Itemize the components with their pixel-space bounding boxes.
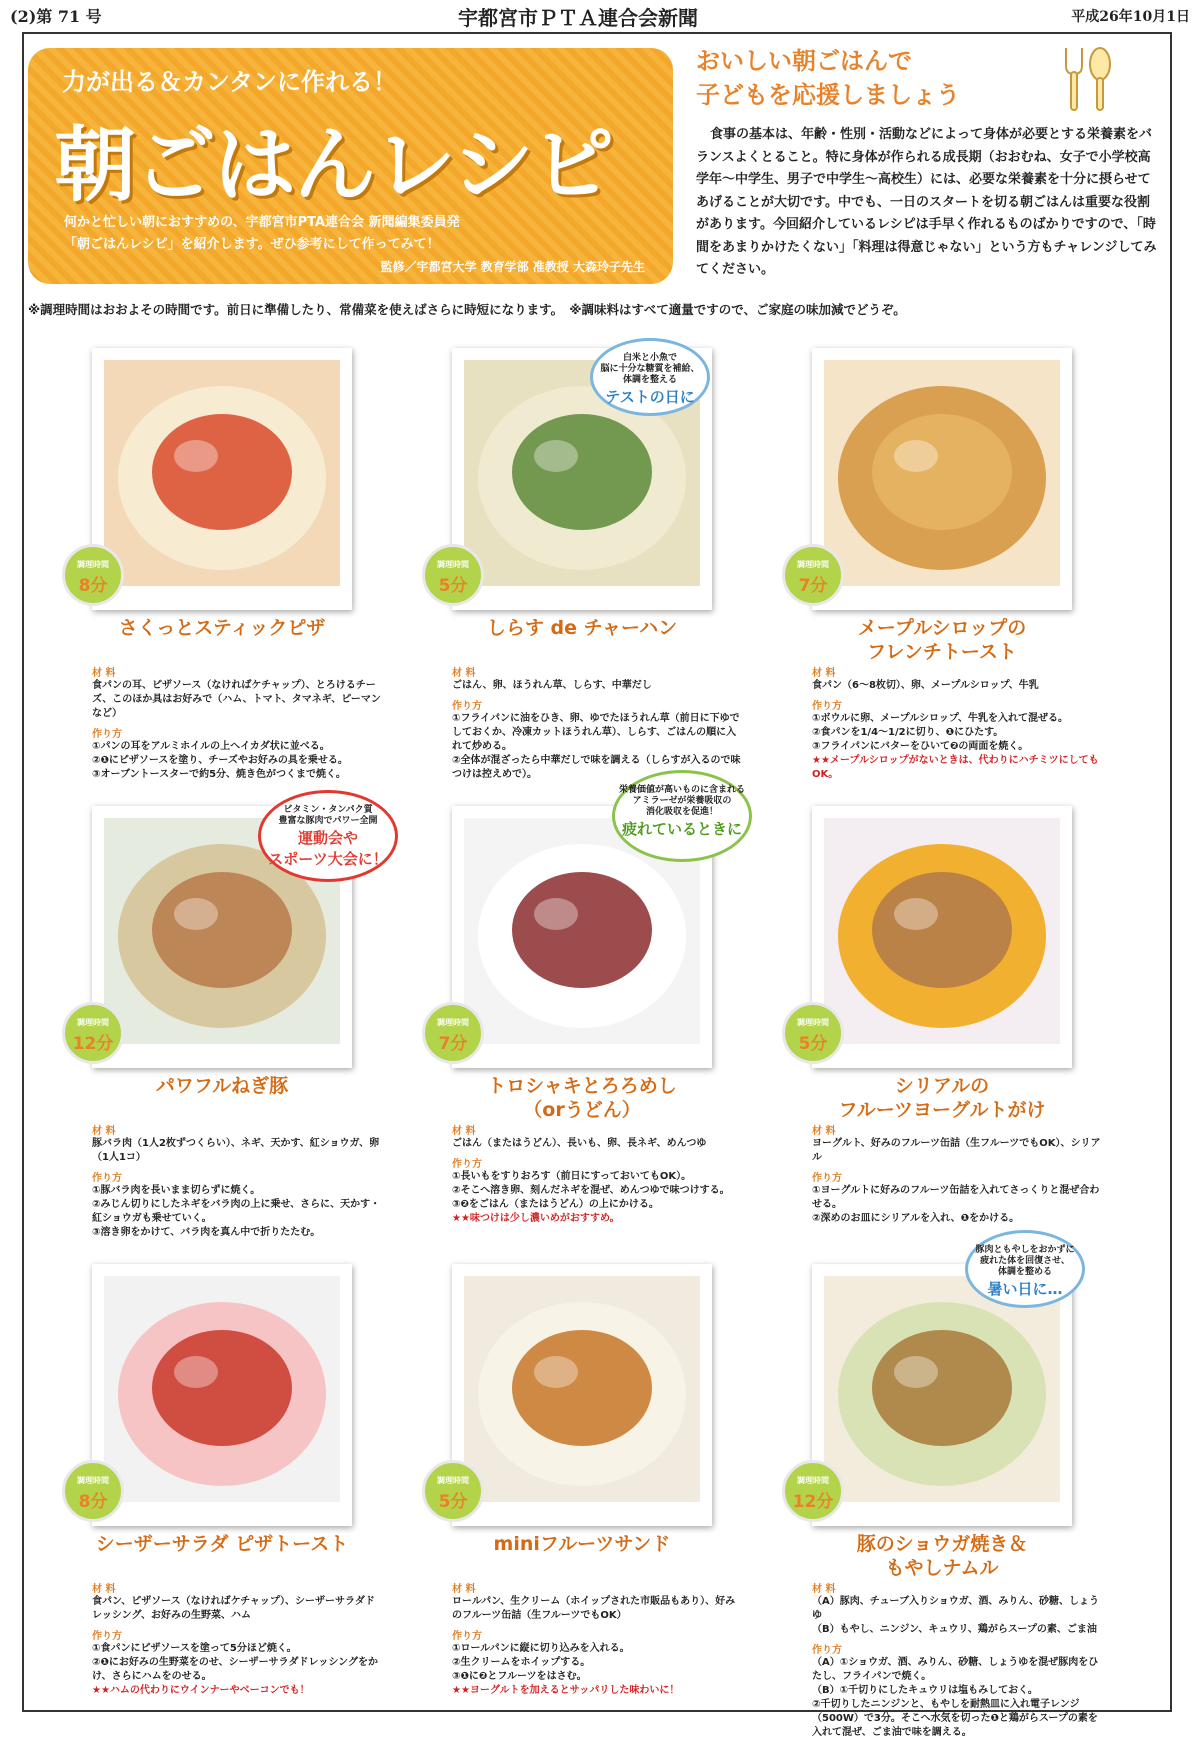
recipe-tip: ★★味つけは少し濃いめがおすすめ。 [452, 1213, 620, 1224]
cooking-time-clock [422, 1002, 484, 1064]
materials-text: ごはん、卵、ほうれん草、しらす、中華だし [452, 680, 652, 691]
recipe-tip: ★★ハムの代わりにウインナーやベーコンでも！ [92, 1685, 310, 1696]
materials-text: 食パン（6〜8枚切）、卵、メープルシロップ、牛乳 [812, 680, 1039, 691]
clock-label: 調理時間 [797, 1476, 829, 1485]
recipe-text [92, 660, 382, 782]
materials-label: 材 料 [92, 1584, 116, 1595]
method-label: 作り方 [812, 1173, 842, 1184]
newspaper-title: 宇都宮市ＰＴＡ連合会新聞 [458, 6, 698, 30]
clock-label: 調理時間 [437, 1018, 469, 1027]
method-text: ①フライパンに油をひき、卵、ゆでたほうれん草（前日に下ゆでしておくか、冷凍カットほうれん草）、しらす、ごはんの順に入れて炒める。 ②全体が混ざったら中華だしで味を調える（しらすが入るので味つけは控えめで）。 [452, 713, 741, 780]
cooking-time-clock [422, 1460, 484, 1522]
method-label: 作り方 [452, 1631, 482, 1642]
recipe-text [812, 1576, 1102, 1740]
intro-heading-line2: 子どもを応援しましょう [696, 81, 960, 109]
banner-supervisor: 監修／宇都宮大学 教育学部 准教授 大森玲子先生 [380, 260, 645, 274]
materials-text: （A）豚肉、チューブ入りショウガ、酒、みりん、砂糖、しょうゆ （B）もやし、ニンジン、キュウリ、鶏がらスープの素、ごま油 [812, 1596, 1099, 1635]
method-text: ①パンの耳をアルミホイルの上へイカダ状に並べる。 ②❶にピザソースを塗り、チーズやお好みの具を乗せる。 ③オーブントースターで約5分、焼き色がつくまで焼く。 [92, 741, 348, 780]
food-image [464, 1276, 700, 1502]
speech-bubble [590, 338, 710, 416]
method-text: ①食パンにピザソースを塗って5分ほど焼く。 ②❶にお好みの生野菜をのせ、シーザーサラダドレッシングをかけ、さらにハムをのせる。 [92, 1643, 378, 1682]
recipe-text [452, 1118, 742, 1226]
method-label: 作り方 [452, 1159, 482, 1170]
cooking-time: 8分 [78, 576, 108, 596]
intro-body: 食事の基本は、年齢・性別・活動などによって身体が必要とする栄養素をバランスよくとること。特に身体が作られる成長期（おおむね、女子で小学校高学年〜中学生、男子で中学生〜高校生）には、必要な栄養素を十分に摂らせてあげることが大切です。中でも、一日のスタートを切る朝ごはんは重要な役割があります。今回紹介しているレシピは手早く作れるものばかりですので、「時間をあまりかけたくない」「料理は得意じゃない」という方もチャレンジしてみてください。 [696, 127, 1157, 277]
materials-label: 材 料 [812, 668, 836, 679]
method-text: ①ボウルに卵、メープルシロップ、牛乳を入れて混ぜる。 ②食パンを1/4〜1/2に切り、❶にひたす。 ③フライパンにバターをひいて❷の両面を焼く。 [812, 713, 1069, 752]
recipe-name: トロシャキとろろめし （orうどん） [487, 1075, 677, 1121]
page-header [0, 0, 1200, 32]
method-text: ①豚バラ肉を長いまま切らずに焼く。 ②みじん切りにしたネギをバラ肉の上に乗せ、さらに、天かす・紅ショウガも乗せていく。 ③溶き卵をかけて、バラ肉を真ん中で折りたたむ。 [92, 1185, 381, 1238]
materials-label: 材 料 [452, 1584, 476, 1595]
materials-text: ロールパン、生クリーム（ホイップされた市販品もあり）、好みのフルーツ缶詰（生フルーツでもOK） [452, 1596, 736, 1621]
clock-label: 調理時間 [77, 1476, 109, 1485]
cooking-time-clock [422, 544, 484, 606]
fork-spoon-icon [1052, 44, 1122, 114]
recipe-name: メープルシロップの フレンチトースト [857, 617, 1027, 663]
clock-label: 調理時間 [797, 1018, 829, 1027]
cooking-time-clock [782, 1460, 844, 1522]
banner-subtitle: 力が出る＆カンタンに作れる！ [62, 68, 398, 96]
method-label: 作り方 [92, 729, 122, 740]
materials-text: 食パンの耳、ピザソース（なければケチャップ）、とろけるチーズ、このほか具はお好みで（ハム、トマト、タマネギ、ピーマンなど） [92, 680, 381, 719]
food-image [824, 360, 1060, 586]
bubble-headline: 暑い日に… [987, 1280, 1063, 1298]
recipe-photo [452, 1264, 712, 1526]
recipe-photo [92, 1264, 352, 1526]
materials-label: 材 料 [92, 1126, 116, 1137]
clock-label: 調理時間 [77, 560, 109, 569]
bubble-headline: 運動会や スポーツ大会に！ [268, 829, 388, 868]
cooking-time: 12分 [792, 1492, 834, 1512]
recipe-name: miniフルーツサンド [493, 1533, 671, 1555]
cooking-time: 12分 [72, 1034, 114, 1054]
method-text: ①ヨーグルトに好みのフルーツ缶詰を入れてさっくりと混ぜ合わせる。 ②深めのお皿にシリアルを入れ、❶をかける。 [812, 1185, 1100, 1224]
issue-date: 平成26年10月1日 [1071, 9, 1190, 25]
food-image [824, 818, 1060, 1044]
cooking-time: 5分 [438, 1492, 468, 1512]
method-label: 作り方 [92, 1173, 122, 1184]
clock-label: 調理時間 [437, 560, 469, 569]
food-image [104, 1276, 340, 1502]
clock-label: 調理時間 [437, 1476, 469, 1485]
cooking-time-clock [782, 544, 844, 606]
recipe-name: 豚のショウガ焼き＆ もやしナムル [856, 1533, 1028, 1579]
recipe-text [92, 1576, 382, 1698]
recipe-text [92, 1118, 382, 1240]
bubble-headline: 疲れているときに [621, 820, 742, 838]
materials-label: 材 料 [92, 668, 116, 679]
recipe-name: シリアルの フルーツヨーグルトがけ [838, 1075, 1046, 1121]
method-text: ①長いもをすりおろす（前日にすっておいてもOK）。 ②そこへ溶き卵、刻んだネギを混ぜ、めんつゆで味つけする。 ③❷をごはん（またはうどん）の上にかける。 [452, 1171, 730, 1210]
speech-bubble [258, 790, 398, 882]
banner-desc-line2: 「朝ごはんレシピ」を紹介します。ぜひ参考にして作ってみて！ [64, 237, 440, 252]
cooking-time: 5分 [798, 1034, 828, 1054]
materials-text: 豚バラ肉（1人2枚ずつくらい）、ネギ、天かす、紅ショウガ、卵（1人1コ） [92, 1138, 380, 1163]
materials-label: 材 料 [452, 668, 476, 679]
recipe-text [452, 1576, 742, 1698]
speech-bubble [612, 770, 752, 862]
cooking-time-clock [782, 1002, 844, 1064]
method-label: 作り方 [452, 701, 482, 712]
materials-label: 材 料 [812, 1584, 836, 1595]
food-image [824, 1276, 1060, 1502]
materials-text: ごはん（またはうどん）、長いも、卵、長ネギ、めんつゆ [452, 1138, 707, 1149]
intro-heading [696, 44, 960, 112]
bubble-note: ビタミン・タンパク質 豊富な豚肉でパワー全開 [278, 805, 378, 826]
issue-number: (2)第 71 号 [10, 7, 102, 26]
speech-bubble [965, 1230, 1085, 1308]
cooking-time-clock [62, 1460, 124, 1522]
method-text: （A）①ショウガ、酒、みりん、砂糖、しょうゆを混ぜ豚肉をひたし、フライパンで焼く。 （B）①千切りにしたキュウリは塩もみしておく。 ②千切りしたニンジンと、もやしを耐熱皿に入れ電子レンジ（500W）で3分。そこへ水気を切った❶と鶏がらスープの素を入れて混ぜ、ごま油で味を調える。 [812, 1657, 1099, 1738]
recipe-name: さくっとスティックピザ [118, 617, 326, 639]
materials-label: 材 料 [452, 1126, 476, 1137]
materials-text: 食パン、ピザソース（なければケチャップ）、シーザーサラダドレッシング、お好みの生野菜、ハム [92, 1596, 375, 1621]
recipe-name: しらす de チャーハン [486, 617, 678, 639]
recipe-tip: ★★メープルシロップがないときは、代わりにハチミツにしてもOK。 [812, 755, 1099, 780]
cooking-time: 5分 [438, 576, 468, 596]
bubble-note: 栄養価値が高いものに含まれる アミラーゼが栄養吸収の 消化吸収を促進！ [618, 785, 745, 817]
recipe-name: シーザーサラダ ピザトースト [95, 1533, 349, 1555]
food-image [104, 360, 340, 586]
method-label: 作り方 [812, 701, 842, 712]
recipe-text [812, 1118, 1102, 1226]
recipe-tip: ★★ヨーグルトを加えるとサッパリした味わいに！ [452, 1685, 680, 1696]
recipe-name: パワフルねぎ豚 [155, 1075, 289, 1097]
bubble-headline: テストの日に [605, 388, 695, 406]
cooking-time: 8分 [78, 1492, 108, 1512]
recipe-photo [812, 806, 1072, 1068]
recipe-text [452, 660, 742, 782]
materials-text: ヨーグルト、好みのフルーツ缶詰（生フルーツでもOK）、シリアル [812, 1138, 1101, 1163]
banner-title: 朝ごはんレシピ [54, 118, 612, 213]
time-note: ※調理時間はおおよその時間です。前日に準備したり、常備菜を使えばさらに時短になります。 ※調味料はすべて適量ですので、ご家庭の味加減でどうぞ。 [28, 302, 906, 317]
method-label: 作り方 [92, 1631, 122, 1642]
materials-label: 材 料 [812, 1126, 836, 1137]
bubble-note: 白米と小魚で 脳に十分な糖質を補給、 体調を整える [600, 353, 700, 385]
cooking-time: 7分 [438, 1034, 468, 1054]
recipe-photo [92, 348, 352, 610]
intro-heading-line1: おいしい朝ごはんで [696, 47, 912, 75]
bubble-note: 豚肉ともやしをおかずに 疲れた体を回復させ、 体調を整める [975, 1245, 1075, 1277]
banner-desc-line1: 何かと忙しい朝におすすめの、宇都宮市PTA連合会 新聞編集委員発 [64, 215, 460, 230]
method-label: 作り方 [812, 1645, 842, 1656]
recipe-text [812, 660, 1102, 782]
cooking-time-clock [62, 544, 124, 606]
recipe-photo [812, 348, 1072, 610]
clock-label: 調理時間 [77, 1018, 109, 1027]
cooking-time: 7分 [798, 576, 828, 596]
title-banner [28, 48, 673, 284]
cooking-time-clock [62, 1002, 124, 1064]
banner-description [64, 212, 664, 256]
method-text: ①ロールパンに縦に切り込みを入れる。 ②生クリームをホイップする。 ③❶に❷とフルーツをはさむ。 [452, 1643, 630, 1682]
clock-label: 調理時間 [797, 560, 829, 569]
